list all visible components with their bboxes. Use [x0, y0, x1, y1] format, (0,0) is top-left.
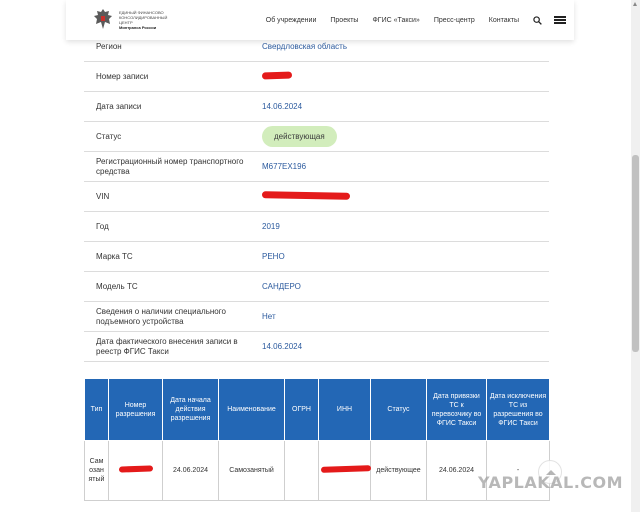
row-label: Год [96, 221, 109, 231]
row-value: 14.06.2024 [262, 102, 303, 111]
row-value: РЕНО [262, 252, 285, 261]
column-header: Статус [371, 379, 427, 441]
logo-line: ЕДИНЫЙ ФИНАНСОВО [119, 10, 164, 15]
row-record-date [84, 92, 549, 122]
table-header-row [85, 379, 550, 441]
column-header: Дата начала действия разрешения [163, 379, 219, 441]
column-header: Дата привязки ТС к перевозчику во ФГИС Такси [427, 379, 487, 441]
main-nav [252, 16, 566, 25]
row-label: Марка ТС [96, 251, 133, 261]
row-actual-date [84, 332, 549, 362]
row-value: М677ЕХ196 [262, 162, 307, 171]
scroll-thumb[interactable] [632, 155, 639, 352]
logo-line: Минтранса России [119, 25, 157, 30]
redaction-mark [321, 465, 371, 473]
record-details [84, 32, 549, 362]
row-reg-number [84, 152, 549, 182]
row-value: Нет [262, 312, 276, 321]
column-header: Наименование [219, 379, 285, 441]
row-value: Свердловская область [262, 42, 347, 51]
row-model [84, 272, 549, 302]
nav-item-contacts[interactable]: Контакты [488, 16, 519, 24]
table-cell [319, 441, 371, 501]
table-cell: Сам озан ятый [85, 441, 109, 501]
site-logo[interactable] [92, 7, 183, 33]
redaction-mark [262, 191, 350, 200]
row-label: VIN [96, 191, 110, 201]
row-label: Регистрационный номер транспортного средства [96, 156, 244, 176]
row-label: Дата фактического внесения записи в реестр ФГИС Такси [96, 336, 238, 356]
table-cell: - [487, 441, 550, 501]
row-label: Регион [96, 41, 122, 51]
watermark: YAPLAKAL.COM [478, 473, 624, 492]
row-label: Статус [96, 131, 122, 141]
row-status [84, 122, 549, 152]
eagle-emblem-icon [92, 7, 114, 33]
redaction-mark [118, 465, 152, 472]
row-value: 14.06.2024 [262, 342, 303, 351]
redaction-mark [262, 71, 292, 79]
row-lift-device [84, 302, 549, 332]
row-year [84, 212, 549, 242]
menu-icon[interactable] [554, 16, 566, 24]
nav-item-projects[interactable]: Проекты [330, 16, 359, 24]
table-cell: 24.06.2024 [163, 441, 219, 501]
table-cell: действующее [371, 441, 427, 501]
nav-item-fgis-taxi[interactable]: ФГИС «Такси» [372, 16, 420, 24]
row-value [262, 126, 337, 147]
logo-caption [119, 10, 183, 30]
column-header: Дата исключения ТС из разрешения во ФГИС Такси [487, 379, 550, 441]
column-header: ИНН [319, 379, 371, 441]
row-value [262, 72, 292, 81]
table-cell: Самозанятый [219, 441, 285, 501]
row-value: САНДЕРО [262, 282, 301, 291]
search-icon[interactable] [533, 16, 542, 25]
row-label: Сведения о наличии специального подъемного устройства [96, 306, 226, 326]
row-label: Дата записи [96, 101, 142, 111]
logo-line: КОНСОЛИДИРОВАННЫЙ [119, 15, 168, 20]
row-value: 2019 [262, 222, 280, 231]
scroll-up-arrow-icon[interactable] [633, 2, 637, 6]
row-make [84, 242, 549, 272]
column-header: Номер разрешения [109, 379, 163, 441]
row-label: Номер записи [96, 71, 149, 81]
column-header: ОГРН [285, 379, 319, 441]
row-vin [84, 182, 549, 212]
logo-line: ЦЕНТР [119, 20, 133, 25]
table-cell [109, 441, 163, 501]
nav-item-press[interactable]: Пресс-центр [433, 16, 475, 24]
column-header: Тип [85, 379, 109, 441]
row-record-number [84, 62, 549, 92]
nav-item-about[interactable]: Об учреждении [265, 16, 317, 24]
page-scrollbar[interactable] [631, 0, 640, 512]
site-header [66, 0, 574, 40]
row-label: Модель ТС [96, 281, 138, 291]
row-value [262, 192, 350, 201]
table-cell [285, 441, 319, 501]
table-cell: 24.06.2024 [427, 441, 487, 501]
status-badge: действующая [262, 126, 337, 147]
